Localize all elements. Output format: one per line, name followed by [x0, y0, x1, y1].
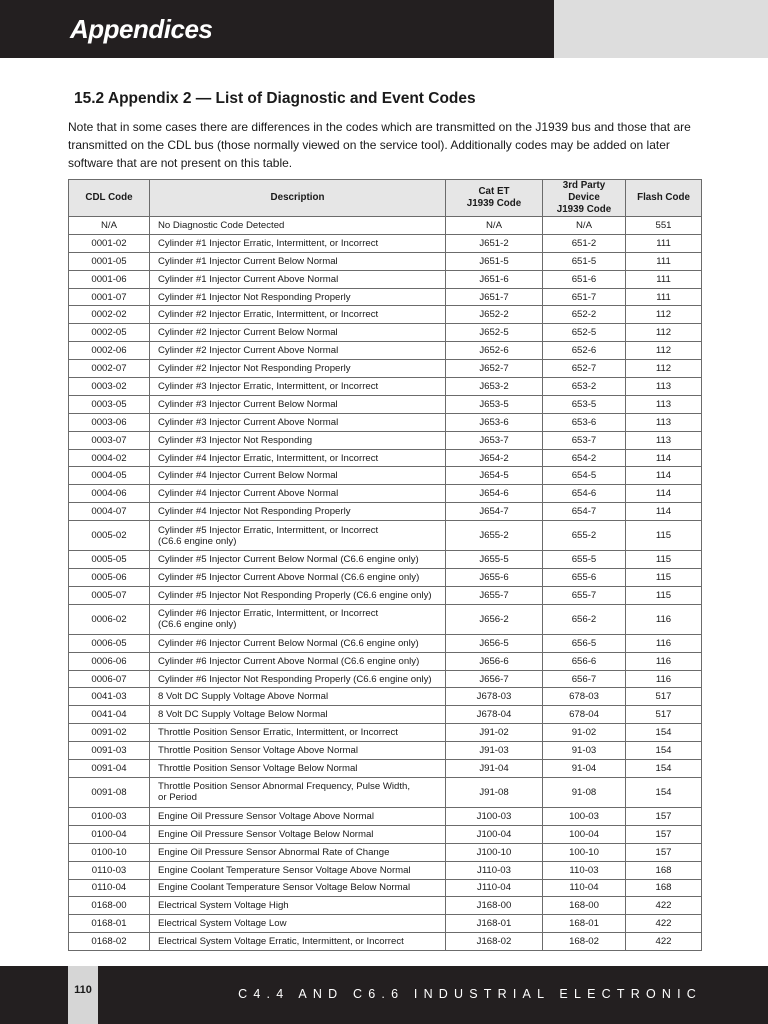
- cat-et-code-cell: J656-7: [446, 670, 543, 688]
- cat-et-code-cell: J655-2: [446, 521, 543, 551]
- third-party-code-cell: 654-5: [543, 467, 626, 485]
- third-party-code-cell: 168-01: [543, 915, 626, 933]
- cat-et-code-cell: J654-2: [446, 449, 543, 467]
- third-party-code-cell: 652-5: [543, 324, 626, 342]
- cdl-code-cell: 0003-05: [69, 395, 150, 413]
- cdl-code-cell: 0006-05: [69, 634, 150, 652]
- description-cell: Cylinder #3 Injector Current Below Normal: [150, 395, 446, 413]
- table-row: [69, 807, 702, 825]
- cdl-code-cell: 0004-06: [69, 485, 150, 503]
- third-party-code-cell: 656-6: [543, 652, 626, 670]
- flash-code-cell: 115: [626, 569, 702, 587]
- cat-et-code-cell: J168-00: [446, 897, 543, 915]
- flash-code-cell: 168: [626, 861, 702, 879]
- table-row: [69, 670, 702, 688]
- third-party-code-cell: 651-5: [543, 252, 626, 270]
- table-row: [69, 378, 702, 396]
- cat-et-code-cell: J656-6: [446, 652, 543, 670]
- cdl-code-cell: 0005-06: [69, 569, 150, 587]
- intro-paragraph: Note that in some cases there are differences in the codes which are transmitted on the J1939 bus and those that are transmitted on the CDL bus (those normally viewed on the service tool). Additionally codes may be added on later software that are not present on this table.: [68, 120, 691, 170]
- cdl-code-cell: 0004-07: [69, 503, 150, 521]
- flash-code-cell: 116: [626, 604, 702, 634]
- table-row: [69, 777, 702, 807]
- third-party-code-cell: 656-5: [543, 634, 626, 652]
- description-cell: Cylinder #4 Injector Current Below Normal: [150, 467, 446, 485]
- cat-et-code-cell: J651-5: [446, 252, 543, 270]
- table-row: [69, 252, 702, 270]
- third-party-code-cell: 110-04: [543, 879, 626, 897]
- table-row: [69, 234, 702, 252]
- third-party-code-cell: 100-10: [543, 843, 626, 861]
- cat-et-code-cell: J91-04: [446, 760, 543, 778]
- third-party-code-cell: 653-7: [543, 431, 626, 449]
- cdl-code-cell: 0001-02: [69, 234, 150, 252]
- table-row: [69, 306, 702, 324]
- cat-et-code-cell: N/A: [446, 217, 543, 235]
- flash-code-cell: 116: [626, 652, 702, 670]
- cdl-code-cell: 0110-03: [69, 861, 150, 879]
- third-party-code-cell: 678-04: [543, 706, 626, 724]
- third-party-code-cell: N/A: [543, 217, 626, 235]
- third-party-code-cell: 91-03: [543, 742, 626, 760]
- cdl-code-cell: 0168-02: [69, 933, 150, 951]
- third-party-code-cell: 168-00: [543, 897, 626, 915]
- description-cell: Cylinder #1 Injector Erratic, Intermittent, or Incorrect: [150, 234, 446, 252]
- flash-code-cell: 115: [626, 586, 702, 604]
- cat-et-code-cell: J91-03: [446, 742, 543, 760]
- header-third-party-j1939-code: 3rd Party Device J1939 Code: [543, 180, 626, 217]
- cat-et-code-cell: J652-5: [446, 324, 543, 342]
- flash-code-cell: 114: [626, 467, 702, 485]
- third-party-code-cell: 91-02: [543, 724, 626, 742]
- cdl-code-cell: 0168-01: [69, 915, 150, 933]
- cdl-code-cell: 0003-06: [69, 413, 150, 431]
- description-cell: Engine Oil Pressure Sensor Abnormal Rate of Change: [150, 843, 446, 861]
- cat-et-code-cell: J110-03: [446, 861, 543, 879]
- cdl-code-cell: 0002-02: [69, 306, 150, 324]
- cat-et-code-cell: J100-04: [446, 825, 543, 843]
- description-cell: Engine Coolant Temperature Sensor Voltage Above Normal: [150, 861, 446, 879]
- cat-et-code-cell: J656-5: [446, 634, 543, 652]
- table-row: [69, 825, 702, 843]
- cat-et-code-cell: J655-6: [446, 569, 543, 587]
- table-row: [69, 288, 702, 306]
- third-party-code-cell: 653-5: [543, 395, 626, 413]
- third-party-code-cell: 655-6: [543, 569, 626, 587]
- third-party-code-cell: 655-7: [543, 586, 626, 604]
- description-cell: Throttle Position Sensor Voltage Below Normal: [150, 760, 446, 778]
- cdl-code-cell: 0001-06: [69, 270, 150, 288]
- page-number: 110: [74, 984, 92, 996]
- flash-code-cell: 154: [626, 777, 702, 807]
- flash-code-cell: 115: [626, 551, 702, 569]
- description-cell: Throttle Position Sensor Erratic, Intermittent, or Incorrect: [150, 724, 446, 742]
- cdl-code-cell: 0004-02: [69, 449, 150, 467]
- description-cell: Throttle Position Sensor Voltage Above Normal: [150, 742, 446, 760]
- third-party-code-cell: 651-7: [543, 288, 626, 306]
- cdl-code-cell: 0005-02: [69, 521, 150, 551]
- cdl-code-cell: 0041-03: [69, 688, 150, 706]
- flash-code-cell: 517: [626, 688, 702, 706]
- cat-et-code-cell: J654-6: [446, 485, 543, 503]
- description-cell: Cylinder #6 Injector Current Above Normal (C6.6 engine only): [150, 652, 446, 670]
- table-row: [69, 217, 702, 235]
- page-header-title: Appendices: [70, 14, 213, 44]
- flash-code-cell: 157: [626, 843, 702, 861]
- third-party-code-cell: 653-2: [543, 378, 626, 396]
- flash-code-cell: 154: [626, 760, 702, 778]
- table-row: [69, 604, 702, 634]
- cat-et-code-cell: J654-7: [446, 503, 543, 521]
- cdl-code-cell: 0003-02: [69, 378, 150, 396]
- cdl-code-cell: 0002-06: [69, 342, 150, 360]
- table-row: [69, 586, 702, 604]
- cat-et-code-cell: J651-2: [446, 234, 543, 252]
- description-cell: Cylinder #2 Injector Not Responding Properly: [150, 360, 446, 378]
- table-row: [69, 915, 702, 933]
- cdl-code-cell: 0168-00: [69, 897, 150, 915]
- flash-code-cell: 111: [626, 270, 702, 288]
- cat-et-code-cell: J653-6: [446, 413, 543, 431]
- cdl-code-cell: 0091-03: [69, 742, 150, 760]
- cat-et-code-cell: J678-04: [446, 706, 543, 724]
- cdl-code-cell: 0001-07: [69, 288, 150, 306]
- table-row: [69, 861, 702, 879]
- cat-et-code-cell: J110-04: [446, 879, 543, 897]
- cat-et-code-cell: J652-7: [446, 360, 543, 378]
- flash-code-cell: 112: [626, 342, 702, 360]
- cat-et-code-cell: J654-5: [446, 467, 543, 485]
- cdl-code-cell: 0006-07: [69, 670, 150, 688]
- cdl-code-cell: 0006-06: [69, 652, 150, 670]
- cat-et-code-cell: J91-02: [446, 724, 543, 742]
- cdl-code-cell: 0006-02: [69, 604, 150, 634]
- cat-et-code-cell: J678-03: [446, 688, 543, 706]
- flash-code-cell: 422: [626, 915, 702, 933]
- description-cell: Cylinder #2 Injector Current Above Normal: [150, 342, 446, 360]
- description-cell: Throttle Position Sensor Abnormal Frequency, Pulse Width, or Period: [150, 777, 446, 807]
- section-title: 15.2 Appendix 2 — List of Diagnostic and Event Codes: [74, 90, 476, 107]
- third-party-code-cell: 100-04: [543, 825, 626, 843]
- table-row: [69, 688, 702, 706]
- third-party-code-cell: 652-7: [543, 360, 626, 378]
- flash-code-cell: 517: [626, 706, 702, 724]
- third-party-code-cell: 651-6: [543, 270, 626, 288]
- cdl-code-cell: 0002-07: [69, 360, 150, 378]
- description-cell: Cylinder #6 Injector Current Below Normal (C6.6 engine only): [150, 634, 446, 652]
- cdl-code-cell: 0091-08: [69, 777, 150, 807]
- table-row: [69, 503, 702, 521]
- cat-et-code-cell: J100-03: [446, 807, 543, 825]
- table-row: [69, 467, 702, 485]
- flash-code-cell: 157: [626, 825, 702, 843]
- description-cell: Cylinder #2 Injector Erratic, Intermittent, or Incorrect: [150, 306, 446, 324]
- flash-code-cell: 116: [626, 670, 702, 688]
- cdl-code-cell: 0002-05: [69, 324, 150, 342]
- table-row: [69, 879, 702, 897]
- flash-code-cell: 114: [626, 449, 702, 467]
- cdl-code-cell: 0003-07: [69, 431, 150, 449]
- table-row: [69, 706, 702, 724]
- description-cell: Cylinder #3 Injector Current Above Normal: [150, 413, 446, 431]
- cat-et-code-cell: J651-7: [446, 288, 543, 306]
- flash-code-cell: 551: [626, 217, 702, 235]
- table-row: [69, 652, 702, 670]
- third-party-code-cell: 91-08: [543, 777, 626, 807]
- table-row: [69, 933, 702, 951]
- table-row: [69, 324, 702, 342]
- description-cell: Engine Oil Pressure Sensor Voltage Above Normal: [150, 807, 446, 825]
- table-row: [69, 551, 702, 569]
- table-row: [69, 342, 702, 360]
- flash-code-cell: 111: [626, 234, 702, 252]
- flash-code-cell: 112: [626, 360, 702, 378]
- third-party-code-cell: 652-6: [543, 342, 626, 360]
- footer-document-title: C4.4 AND C6.6 INDUSTRIAL ELECTRONIC: [238, 987, 702, 1001]
- table-row: [69, 742, 702, 760]
- description-cell: Cylinder #3 Injector Erratic, Intermittent, or Incorrect: [150, 378, 446, 396]
- flash-code-cell: 113: [626, 395, 702, 413]
- description-cell: Cylinder #5 Injector Current Below Normal (C6.6 engine only): [150, 551, 446, 569]
- third-party-code-cell: 678-03: [543, 688, 626, 706]
- cat-et-code-cell: J91-08: [446, 777, 543, 807]
- header-accent-block: [554, 0, 768, 58]
- table-row: [69, 760, 702, 778]
- description-cell: Cylinder #4 Injector Erratic, Intermittent, or Incorrect: [150, 449, 446, 467]
- header-cdl-code: CDL Code: [69, 180, 150, 217]
- flash-code-cell: 114: [626, 485, 702, 503]
- third-party-code-cell: 91-04: [543, 760, 626, 778]
- table-row: [69, 360, 702, 378]
- cdl-code-cell: N/A: [69, 217, 150, 235]
- third-party-code-cell: 656-2: [543, 604, 626, 634]
- third-party-code-cell: 654-2: [543, 449, 626, 467]
- flash-code-cell: 111: [626, 252, 702, 270]
- table-row: [69, 634, 702, 652]
- description-cell: Cylinder #2 Injector Current Below Normal: [150, 324, 446, 342]
- table-row: [69, 395, 702, 413]
- third-party-code-cell: 652-2: [543, 306, 626, 324]
- cdl-code-cell: 0041-04: [69, 706, 150, 724]
- table-row: [69, 569, 702, 587]
- third-party-code-cell: 655-5: [543, 551, 626, 569]
- description-cell: Engine Oil Pressure Sensor Voltage Below Normal: [150, 825, 446, 843]
- cdl-code-cell: 0001-05: [69, 252, 150, 270]
- third-party-code-cell: 655-2: [543, 521, 626, 551]
- description-cell: No Diagnostic Code Detected: [150, 217, 446, 235]
- third-party-code-cell: 653-6: [543, 413, 626, 431]
- header-cat-et-j1939-code: Cat ET J1939 Code: [446, 180, 543, 217]
- header-flash-code: Flash Code: [626, 180, 702, 217]
- cat-et-code-cell: J652-2: [446, 306, 543, 324]
- description-cell: Cylinder #1 Injector Current Below Normal: [150, 252, 446, 270]
- description-cell: Electrical System Voltage High: [150, 897, 446, 915]
- description-cell: Electrical System Voltage Erratic, Intermittent, or Incorrect: [150, 933, 446, 951]
- cat-et-code-cell: J655-7: [446, 586, 543, 604]
- flash-code-cell: 115: [626, 521, 702, 551]
- third-party-code-cell: 654-6: [543, 485, 626, 503]
- flash-code-cell: 112: [626, 324, 702, 342]
- cat-et-code-cell: J652-6: [446, 342, 543, 360]
- diagnostic-codes-table: [68, 179, 702, 951]
- cdl-code-cell: 0091-02: [69, 724, 150, 742]
- third-party-code-cell: 651-2: [543, 234, 626, 252]
- cdl-code-cell: 0110-04: [69, 879, 150, 897]
- description-cell: Cylinder #6 Injector Erratic, Intermittent, or Incorrect (C6.6 engine only): [150, 604, 446, 634]
- table-row: [69, 897, 702, 915]
- description-cell: Cylinder #6 Injector Not Responding Properly (C6.6 engine only): [150, 670, 446, 688]
- cdl-code-cell: 0100-03: [69, 807, 150, 825]
- description-cell: Cylinder #5 Injector Current Above Normal (C6.6 engine only): [150, 569, 446, 587]
- cdl-code-cell: 0100-04: [69, 825, 150, 843]
- flash-code-cell: 154: [626, 742, 702, 760]
- cdl-code-cell: 0005-05: [69, 551, 150, 569]
- flash-code-cell: 154: [626, 724, 702, 742]
- description-cell: Cylinder #5 Injector Not Responding Properly (C6.6 engine only): [150, 586, 446, 604]
- description-cell: Cylinder #3 Injector Not Responding: [150, 431, 446, 449]
- table-row: [69, 431, 702, 449]
- cat-et-code-cell: J655-5: [446, 551, 543, 569]
- cdl-code-cell: 0004-05: [69, 467, 150, 485]
- cat-et-code-cell: J651-6: [446, 270, 543, 288]
- cat-et-code-cell: J653-5: [446, 395, 543, 413]
- cat-et-code-cell: J168-02: [446, 933, 543, 951]
- description-cell: 8 Volt DC Supply Voltage Below Normal: [150, 706, 446, 724]
- cat-et-code-cell: J653-7: [446, 431, 543, 449]
- cat-et-code-cell: J100-10: [446, 843, 543, 861]
- description-cell: Cylinder #1 Injector Current Above Normal: [150, 270, 446, 288]
- flash-code-cell: 114: [626, 503, 702, 521]
- flash-code-cell: 113: [626, 378, 702, 396]
- third-party-code-cell: 656-7: [543, 670, 626, 688]
- flash-code-cell: 113: [626, 413, 702, 431]
- table-row: [69, 485, 702, 503]
- cat-et-code-cell: J656-2: [446, 604, 543, 634]
- flash-code-cell: 157: [626, 807, 702, 825]
- flash-code-cell: 113: [626, 431, 702, 449]
- table-row: [69, 449, 702, 467]
- flash-code-cell: 422: [626, 897, 702, 915]
- description-cell: Cylinder #4 Injector Current Above Normal: [150, 485, 446, 503]
- flash-code-cell: 422: [626, 933, 702, 951]
- cdl-code-cell: 0091-04: [69, 760, 150, 778]
- header-description: Description: [150, 180, 446, 217]
- flash-code-cell: 116: [626, 634, 702, 652]
- third-party-code-cell: 168-02: [543, 933, 626, 951]
- cdl-code-cell: 0005-07: [69, 586, 150, 604]
- table-row: [69, 843, 702, 861]
- third-party-code-cell: 110-03: [543, 861, 626, 879]
- cat-et-code-cell: J168-01: [446, 915, 543, 933]
- table-row: [69, 521, 702, 551]
- third-party-code-cell: 100-03: [543, 807, 626, 825]
- description-cell: Electrical System Voltage Low: [150, 915, 446, 933]
- description-cell: Cylinder #5 Injector Erratic, Intermittent, or Incorrect (C6.6 engine only): [150, 521, 446, 551]
- cdl-code-cell: 0100-10: [69, 843, 150, 861]
- description-cell: Cylinder #4 Injector Not Responding Properly: [150, 503, 446, 521]
- table-row: [69, 724, 702, 742]
- table-header-row: [69, 180, 702, 217]
- table-row: [69, 413, 702, 431]
- cat-et-code-cell: J653-2: [446, 378, 543, 396]
- table-row: [69, 270, 702, 288]
- third-party-code-cell: 654-7: [543, 503, 626, 521]
- description-cell: Cylinder #1 Injector Not Responding Properly: [150, 288, 446, 306]
- flash-code-cell: 168: [626, 879, 702, 897]
- table-body: [69, 217, 702, 951]
- flash-code-cell: 112: [626, 306, 702, 324]
- description-cell: 8 Volt DC Supply Voltage Above Normal: [150, 688, 446, 706]
- description-cell: Engine Coolant Temperature Sensor Voltage Below Normal: [150, 879, 446, 897]
- flash-code-cell: 111: [626, 288, 702, 306]
